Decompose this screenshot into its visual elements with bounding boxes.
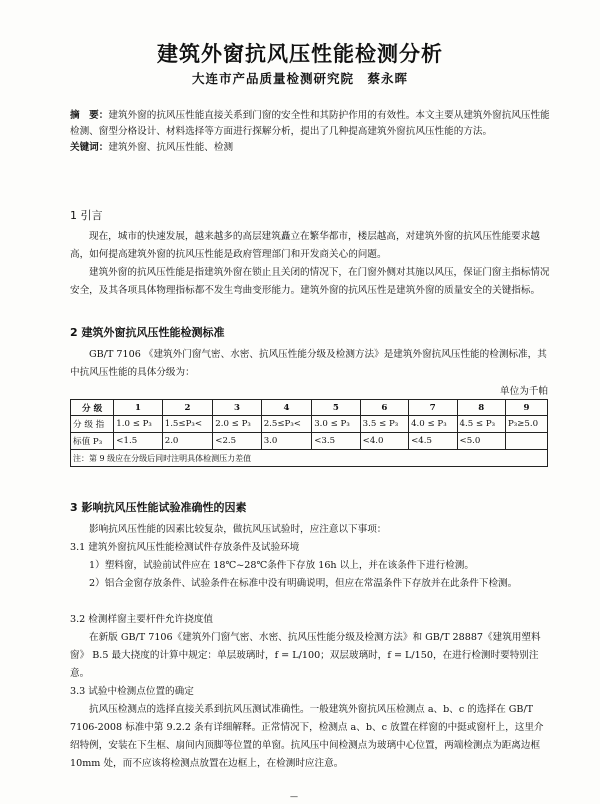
section1-paragraph-2: 建筑外窗的抗风压性能是指建筑外窗在锁止且关闭的情况下，在门窗外侧对其施以风压，保证门窗主指标情况安全，及其各项具体物理指标都不发生弯曲变形能力。建筑外窗的抗风压性是建筑外窗的质量安全的关键指标。 [70, 267, 550, 296]
grade-header-cell: 8 [457, 400, 505, 416]
grade-cell [505, 433, 547, 450]
section3-intro: 影响抗风压性能的因素比较复杂，做抗风压试验时，应注意以下事项： [89, 524, 387, 535]
grade-header-cell: 9 [505, 400, 547, 416]
grade-cell: <5.0 [457, 433, 505, 450]
grade-table-row-lower [71, 433, 548, 450]
section2-heading: 2 建筑外窗抗风压性能检测标准 [70, 326, 225, 339]
grade-header-cell: 5 [312, 400, 360, 416]
grade-header-cell: 6 [360, 400, 408, 416]
grade-cell: <4.0 [360, 433, 408, 450]
grade-cell: 2.0 [162, 433, 213, 450]
abstract-label: 摘 要： [70, 110, 109, 121]
section1-paragraph-1: 现在，城市的快速发展，越来越多的高层建筑矗立在繁华都市，楼层越高，对建筑外窗的抗风压性能要求越高，如何提高建筑外窗的抗风压性能是政府管理部门和开发商关心的问题。 [70, 231, 540, 260]
grade-cell: 2.0 ≤ P₃ [213, 416, 261, 433]
grade-cell: <4.5 [409, 433, 457, 450]
grade-cell: <2.5 [213, 433, 261, 450]
grade-cell: 3.5 ≤ P₃ [360, 416, 408, 433]
grade-header-cell: 1 [114, 400, 162, 416]
subsection-3-2-paragraph: 在新版 GB/T 7106《建筑外门窗气密、水密、抗风压性能分级及检测方法》和 GB/T 28887《建筑用塑料窗》 B.5 最大挠度的计算中规定：单层玻璃时，f = L/100；双层玻璃时，f = L/150，在进行检测时要特别注意。 [70, 632, 541, 679]
grade-cell: 2.5≤P₃< [261, 416, 312, 433]
subsection-3-2-heading: 3.2 检测样窗主要杆件允许挠度值 [70, 614, 214, 625]
grade-header-cell: 分 级 [71, 400, 114, 416]
grade-cell: 3.0 [261, 433, 312, 450]
grade-row-label: 标值 P₃ [71, 433, 114, 450]
section1-heading: 1 引言 [70, 209, 103, 222]
grade-header-cell: 3 [213, 400, 261, 416]
section2-paragraph: GB/T 7106 《建筑外门窗气密、水密、抗风压性能分级及检测方法》是建筑外窗抗风压性能的检测标准，其中抗风压性能的具体分级为： [70, 349, 547, 378]
grade-table [70, 399, 548, 467]
grade-row-label: 分 级 指 [71, 416, 114, 433]
subsection-3-1-item-1: 1）塑料窗，试验前试件应在 18℃~28℃条件下存放 16h 以上，并在该条件下进行检测。 [89, 560, 474, 571]
grade-table-row-upper [71, 416, 548, 433]
grade-cell: P₃≥5.0 [505, 416, 547, 433]
grade-table-header-row [71, 400, 548, 416]
grade-table-note-row [71, 450, 548, 467]
subsection-3-1-item-2: 2）铝合金窗存放条件、试验条件在标准中没有明确说明，但应在常温条件下存放并在此条件下检测。 [89, 578, 518, 589]
subsection-3-1-heading: 3.1 建筑外窗抗风压性能检测试件存放条件及试验环境 [70, 542, 300, 553]
keywords-label: 关键词： [70, 142, 109, 153]
grade-header-cell: 2 [162, 400, 213, 416]
grade-header-cell: 7 [409, 400, 457, 416]
section3-heading: 3 影响抗风压性能试验准确性的因素 [70, 501, 247, 514]
grade-table-note: 注：第 9 级应在分级后同时注明具体检测压力差值 [71, 450, 548, 467]
grade-header-cell: 4 [261, 400, 312, 416]
grade-cell: <1.5 [114, 433, 162, 450]
abstract-text: 建筑外窗的抗风压性能直接关系到门窗的安全性和其防护作用的有效性。本文主要从建筑外窗抗风压性能检测、窗型分格设计、材料选择等方面进行探解分析，提出了几种提高建筑外窗抗风压性能的方法。 [70, 110, 550, 137]
grade-cell: <3.5 [312, 433, 360, 450]
grade-cell: 4.0 ≤ P₃ [409, 416, 457, 433]
subsection-3-3-paragraph: 抗风压检测点的选择直接关系到抗风压测试准确性。一般建筑外窗抗风压检测点 a、b、c 的选择在 GB/T 7106-2008 标准中第 9.2.2 条有详细解释。正常情况下，检测点 a、b、c 放置在样窗的中挺或窗杆上，这里介绍特例，安装在下生框、扇间内顶脚等位置的单窗。抗风压中间检测点为玻璃中心位置，两端检测点为距离边框 10mm 处，而不应该将检测点放置在边框上，在检测时应注意。 [70, 704, 544, 769]
paper-title: 建筑外窗抗风压性能检测分析 [157, 42, 443, 66]
keywords-text: 建筑外窗、抗风压性能、检测 [108, 142, 234, 153]
grade-cell: 3.0 ≤ P₃ [312, 416, 360, 433]
author-line: 大连市产品质量检测研究院 蔡永晖 [191, 71, 408, 86]
grade-cell: 1.0 ≤ P₃ [114, 416, 162, 433]
grade-cell: 4.5 ≤ P₃ [457, 416, 505, 433]
subsection-3-3-heading: 3.3 试验中检测点位置的确定 [70, 686, 194, 697]
grade-cell: 1.5≤P₃< [162, 416, 213, 433]
abstract-block [70, 108, 550, 156]
page-mark: — [290, 792, 298, 801]
table-unit: 单位为千帕 [500, 386, 548, 397]
